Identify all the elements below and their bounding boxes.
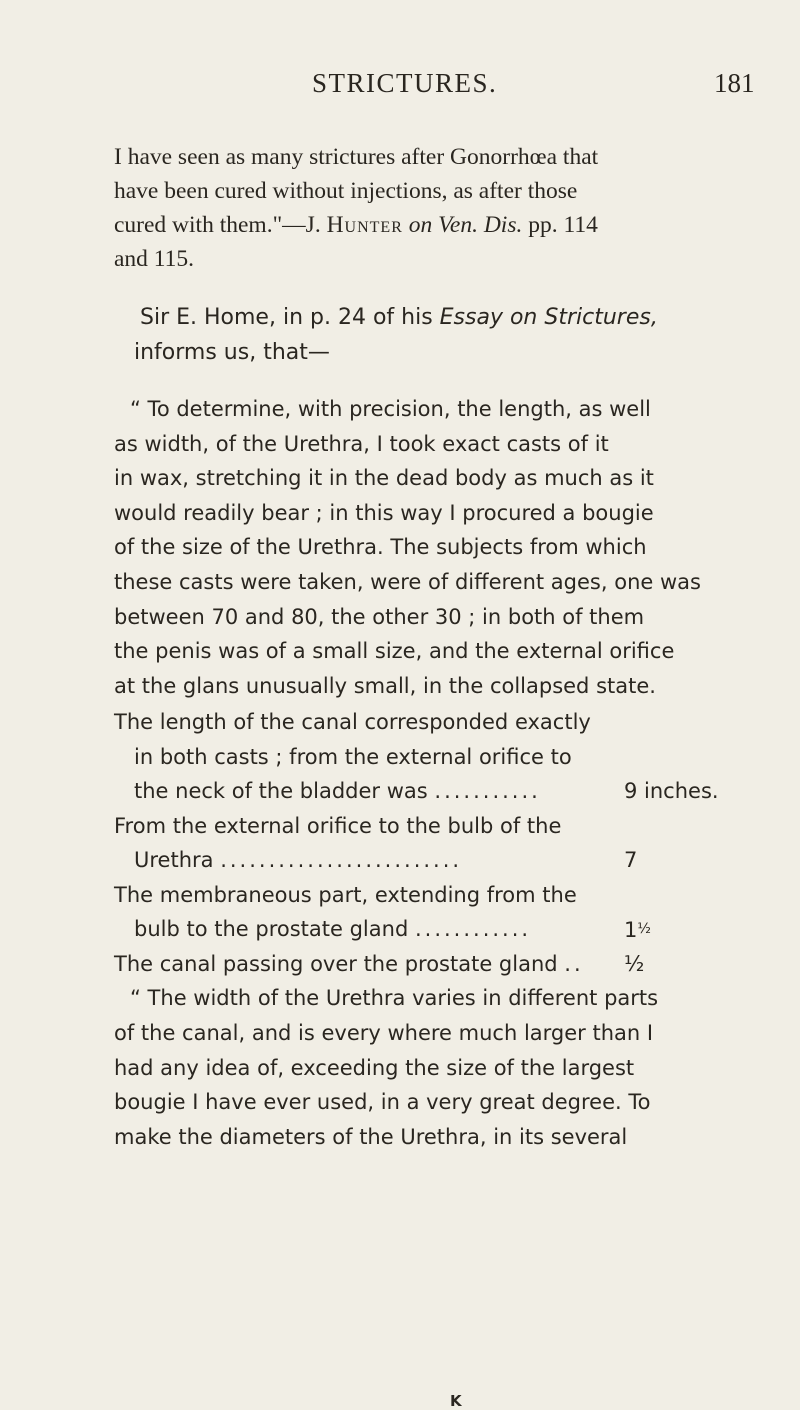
- text-line: “ The width of the Urethra varies in different parts: [130, 986, 659, 1011]
- text-line: between 70 and 80, the other 30 ; in both of them: [114, 604, 645, 629]
- measurement-value: 7: [624, 848, 638, 873]
- measurement-value: 9 inches.: [624, 779, 719, 804]
- text-line: of the canal, and is every where much larger than I: [114, 1020, 654, 1045]
- author-name: Hunter: [326, 212, 403, 238]
- page-reference: pp. 114: [522, 212, 598, 238]
- catchword: K: [450, 1392, 462, 1410]
- measurement-value: ½: [624, 951, 645, 976]
- text-line: informs us, that—: [134, 340, 330, 365]
- text-line: [114, 208, 734, 242]
- work-title: on Ven. Dis.: [402, 212, 523, 238]
- text-line: I have seen as many strictures after Gonorrhœa that: [114, 144, 599, 170]
- row-label: Urethra: [134, 848, 214, 873]
- work-title: Essay on Strictures,: [439, 305, 658, 330]
- leader-dots: .........................: [220, 848, 463, 873]
- text-line: have been cured without injections, as after those: [114, 178, 578, 204]
- row-label: bulb to the prostate gland: [134, 917, 409, 942]
- row-label: the neck of the bladder was: [134, 779, 428, 804]
- text-line: bougie I have ever used, in a very great degree. To: [114, 1090, 651, 1115]
- leader-dots: ...........: [434, 779, 541, 804]
- table-row: [114, 774, 734, 809]
- text-line: in wax, stretching it in the dead body as much as it: [114, 466, 654, 491]
- value-fraction: ½: [637, 921, 651, 938]
- leader-dots: ..: [564, 951, 584, 976]
- leader-dots: ............: [414, 917, 532, 942]
- hunter-quote-paragraph: [114, 140, 734, 276]
- table-row: The membraneous part, extending from the: [114, 882, 577, 907]
- home-quotation: [114, 392, 734, 703]
- text-line: [140, 300, 734, 335]
- table-row: From the external orifice to the bulb of the: [114, 813, 562, 838]
- table-row: [114, 843, 734, 878]
- text-line: of the size of the Urethra. The subjects from which: [114, 535, 647, 560]
- text-line: would readily bear ; in this way I procured a bougie: [114, 500, 654, 525]
- row-label: The canal passing over the prostate gland: [114, 951, 558, 976]
- text-line: at the glans unusually small, in the collapsed state.: [114, 673, 656, 698]
- measurement-value: [624, 912, 651, 948]
- table-row: [114, 947, 734, 982]
- text-line: make the diameters of the Urethra, in its several: [114, 1124, 628, 1149]
- page-number: 181: [714, 68, 755, 98]
- text-line: as width, of the Urethra, I took exact casts of it: [114, 431, 609, 456]
- text-line: “ To determine, with precision, the length, as well: [130, 397, 651, 421]
- table-row: in both casts ; from the external orifice to: [134, 744, 572, 769]
- urethra-measurements-table: [114, 705, 734, 981]
- running-head: STRICTURES.: [312, 68, 498, 98]
- table-row: [114, 912, 734, 947]
- width-paragraph: [114, 981, 734, 1154]
- table-row: The length of the canal corresponded exactly: [114, 710, 591, 735]
- home-intro-paragraph: [134, 300, 734, 370]
- text-line: these casts were taken, were of different ages, one was: [114, 569, 701, 594]
- body-text: [114, 140, 734, 1154]
- text-line: and 115.: [114, 246, 195, 272]
- text-run: cured with them."—J.: [114, 212, 327, 238]
- page-header: [0, 68, 800, 108]
- text-line: the penis was of a small size, and the external orifice: [114, 639, 675, 664]
- value-whole: 1: [624, 918, 638, 943]
- text-line: had any idea of, exceeding the size of the largest: [114, 1055, 635, 1080]
- text-run: Sir E. Home, in p. 24 of his: [140, 305, 440, 330]
